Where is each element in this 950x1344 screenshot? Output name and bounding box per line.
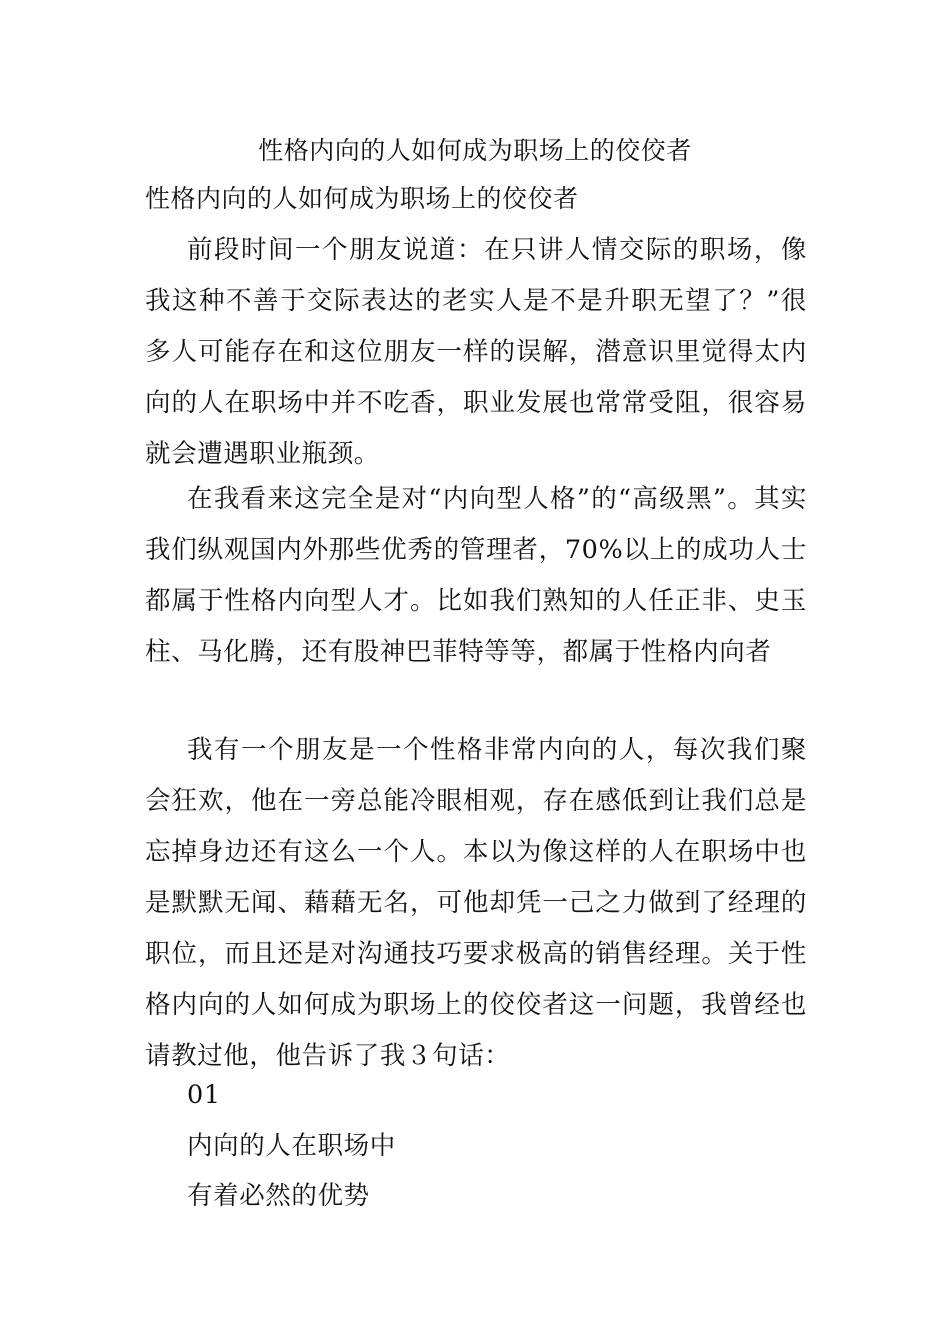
paragraph-friend-story: 我有一个朋友是一个性格非常内向的人，每次我们聚会狂欢，他在一旁总能冷眼相观，存在感低到让我们总是忘掉身边还有这么一个人。本以为像这样的人在职场中也是默默无闻、藉藉无名，可他却凭一己之力做到了经理的职位，而且还是对沟通技巧要求极高的销售经理。关于性格内向的人如何成为职场上的佼佼者这一问题，我曾经也请教过他，他告诉了我３句话： (145, 735, 807, 1071)
paragraph-introvert-leaders: 在我看来这完全是对“内向型人格”的“高级黑”。其实我们纵观国内外那些优秀的管理者，70%以上的成功人士都属于性格内向型人才。比如我们熟知的人任正非、史玉柱、马化腾，还有股神巴菲特等等，都属于性格内向者 (145, 484, 807, 667)
page-subtitle: 性格内向的人如何成为职场上的佼佼者 (145, 184, 579, 213)
paragraph-intro: 前段时间一个朋友说道：在只讲人情交际的职场，像我这种不善于交际表达的老实人是不是升职无望了？”很多人可能存在和这位朋友一样的误解，潜意识里觉得太内向的人在职场中并不吃香，职业发展也常常受阻，很容易就会遭遇职业瓶颈。 (145, 235, 807, 469)
section-heading-line1: 内向的人在职场中 (187, 1131, 396, 1161)
section-heading-line2: 有着必然的优势 (187, 1181, 370, 1211)
section-number: 01 (187, 1080, 221, 1110)
page-title: 性格内向的人如何成为职场上的佼佼者 (258, 136, 692, 165)
